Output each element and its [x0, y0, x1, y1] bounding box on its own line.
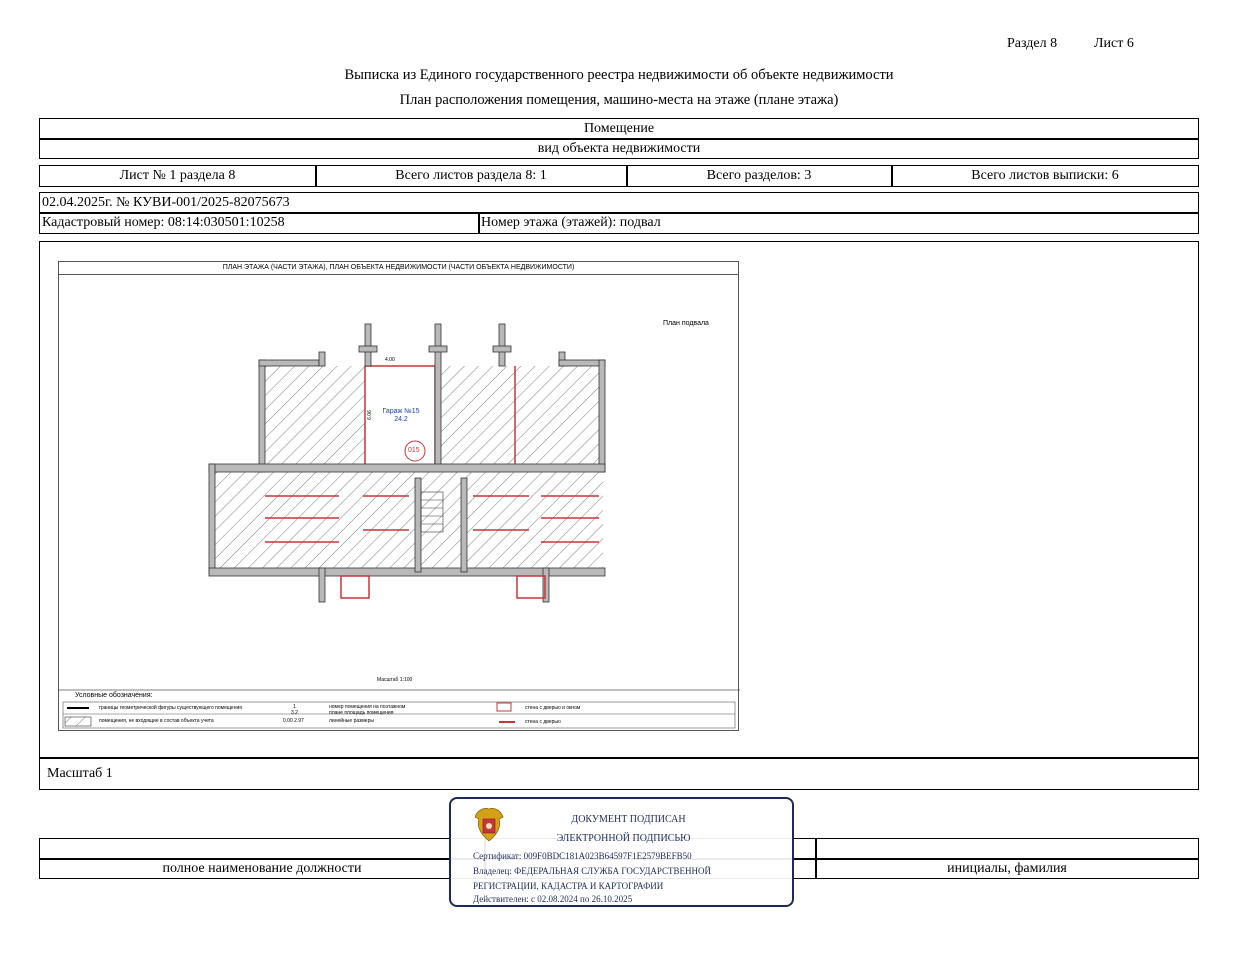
document-subtitle: План расположения помещения, машино-места на этаже (плане этажа): [399, 92, 839, 108]
stamp-certificate: Сертификат: 009F0BDC181A023B64597F1E2579BEFB50: [473, 851, 692, 861]
sheet-info-row: [39, 165, 1199, 187]
total-sections: Всего разделов: 3: [706, 168, 812, 183]
legend-room-number-value: 1: [293, 704, 296, 710]
doc-info-box: [39, 192, 1199, 234]
room-label: [370, 408, 432, 424]
plan-sheet-title: ПЛАН ЭТАЖА (ЧАСТИ ЭТАЖА), ПЛАН ОБЪЕКТА НЕДВИЖИМОСТИ (ЧАСТИ ОБЪЕКТА НЕДВИЖИМОСТИ): [59, 263, 738, 275]
legend-hatch-swatch: [65, 717, 91, 726]
doc-number: 02.04.2025г. № КУВИ-001/2025-82075673: [42, 195, 290, 210]
room-upper-right: [441, 366, 599, 466]
floor-number: Номер этажа (этажей): подвал: [481, 215, 661, 230]
room-lower: [215, 472, 603, 572]
total-section-sheets: Всего листов раздела 8: 1: [395, 168, 547, 183]
stamp-owner-line1: Владелец: ФЕДЕРАЛЬНАЯ СЛУЖБА ГОСУДАРСТВЕННОЙ: [473, 866, 712, 876]
section-label: Раздел 8: [1007, 36, 1058, 51]
sheet-of-section: Лист № 1 раздела 8: [119, 168, 236, 183]
stamp-validity: Действителен: с 02.08.2024 по 26.10.2025: [473, 894, 633, 904]
total-sheets: Всего листов выписки: 6: [971, 168, 1119, 183]
legend-boundary: границы геометрической фигуры существующего помещения: [99, 705, 242, 711]
stamp-line1: ДОКУМЕНТ ПОДПИСАН: [571, 814, 686, 825]
cadastral-number: Кадастровый номер: 08:14:030501:10258: [42, 215, 285, 230]
plan-scale-label: Масштаб 1:100: [377, 677, 413, 683]
sheet-label: Лист 6: [1094, 36, 1134, 51]
e-signature-stamp: [449, 797, 794, 907]
object-type: Помещение: [583, 121, 655, 136]
dimension-height: 6.06: [366, 410, 373, 420]
document-title: Выписка из Единого государственного реестра недвижимости об объекте недвижимости: [344, 67, 894, 83]
room-number: 015: [408, 447, 420, 454]
room-area: 24.2: [394, 416, 408, 423]
legend-room-number: номер помещения на поэтажном плане площадь помещения: [329, 704, 406, 716]
legend-wall-door-window: стена с дверью и окном: [525, 705, 581, 711]
legend-room-number-sample: [291, 704, 298, 716]
object-type-caption: вид объекта недвижимости: [537, 141, 701, 156]
legend-room-area-value: 3.2: [291, 710, 298, 716]
scale-row: Масштаб 1: [47, 766, 113, 781]
object-type-box: [39, 118, 1199, 159]
position-caption: полное наименование должности: [162, 861, 362, 876]
legend-dimensions: линейные размеры: [329, 718, 374, 724]
stamp-owner-line2: РЕГИСТРАЦИИ, КАДАСТРА И КАРТОГРАФИИ: [473, 881, 664, 891]
stamp-line2: ЭЛЕКТРОННОЙ ПОДПИСЬЮ: [556, 833, 691, 844]
legend-dimension-sample: 0.00 2.97: [283, 718, 304, 724]
legend-wall-door: стена с дверью: [525, 719, 561, 725]
legend-excluded-rooms: помещения, не входящие в состав объекта учета: [99, 718, 214, 724]
dimension-width: 4.00: [385, 357, 395, 363]
legend-title: Условные обозначения:: [75, 692, 153, 699]
room-name: Гараж №15: [382, 408, 420, 415]
floor-plan-label: План подвала: [663, 320, 709, 327]
initials-caption: инициалы, фамилия: [947, 861, 1067, 876]
floor-plan-drawing: [59, 262, 740, 732]
floor-plan-sheet: [58, 261, 739, 731]
room-upper-left: [265, 366, 365, 466]
